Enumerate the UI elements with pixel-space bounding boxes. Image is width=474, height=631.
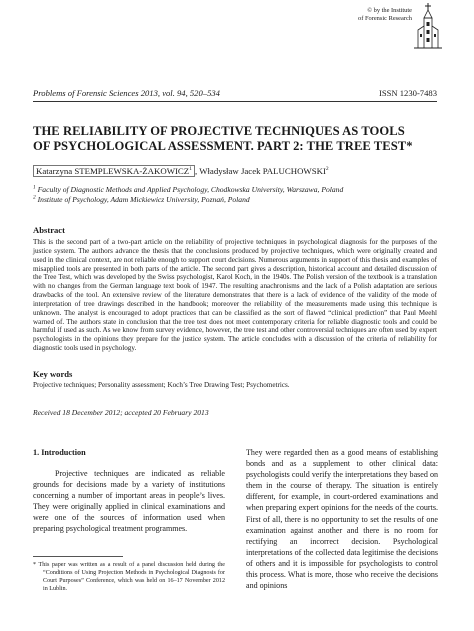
copyright-line: of Forensic Research xyxy=(358,15,412,22)
keywords-heading: Key words xyxy=(33,369,73,379)
copyright-notice xyxy=(302,7,412,23)
body-column-left: Projective techniques are indicated as reliable grounds for decisions made by a variety of institutions concerning a number of important areas in people’s lives. They were originally applied in clinical examinations and were one of the sources of information used when preparing psychological treatment programmes. xyxy=(33,469,225,534)
footnote: * This paper was written as a result of a panel discussion held during the “Conditions of Using Projection Methods in Psychological Diagnosis for Court Purposes” Conference, which was held on 16–17 November 2012 in Lublin. xyxy=(33,562,225,592)
affiliation: $^1$ Faculty of Diagnostic Methods and Applied Psychology, Chodkowska University, Warszawa, Poland xyxy=(33,184,344,194)
affiliation: $^2$ Institute of Psychology, Adam Mickiewicz University, Poznań, Poland xyxy=(33,194,250,204)
issn: ISSN 1230-7483 xyxy=(378,88,437,98)
body-column-right: They were regarded then as a good means of establishing bonds and as a supplement to other clinical data: psychologists could verify the interpretations they based on them in the course of therapy. The situation is entirely different, for example, in court-ordered examinations and when preparing expert opinions for the needs of the courts. First of all, there is no opportunity to set the results of one examination against another and there is no room for rectifying an incorrect decision. Psychological interpretations of the collected data legitimise the decisions of others and it is impossible for psychologists to control this process. What is more, those who receive the decisions and opinions xyxy=(246,448,438,591)
copyright-line: © by the Institute xyxy=(367,7,412,14)
title-line: THE RELIABILITY OF PROJECTIVE TECHNIQUES AS TOOLS xyxy=(33,124,405,138)
author-superscript: 2 xyxy=(325,166,329,173)
author-name: Władysław Jacek PALUCHOWSKI xyxy=(199,166,326,176)
author-list xyxy=(33,166,329,177)
author-name-link[interactable]: Katarzyna STEMPLEWSKA-ŻAKOWICZ$^1$ xyxy=(33,165,195,177)
abstract-heading: Abstract xyxy=(33,225,65,235)
institute-logo-icon xyxy=(412,2,444,52)
affiliations xyxy=(33,185,343,205)
author-separator: , xyxy=(194,166,200,176)
journal-citation: Problems of Forensic Sciences 2013, vol. 94, 520–534 xyxy=(33,88,220,98)
received-dates: Received 18 December 2012; accepted 20 February 2013 xyxy=(33,408,209,417)
abstract-text: This is the second part of a two-part article on the reliability of projective techniques in psychological diagnosis for the purposes of the justice system. The authors advance the thesis that the conclusions produced by projective techniques, which were originally created and used in the clinical context, are not reliable enough to support court decisions. Numerous arguments in support of this thesis and examples of misapplied tools are presented in both parts of the article. The second part gives a description, historical account and detailed discussion of the Tree Test, which was developed by the Swiss psychologist, Karol Koch, in the 1940s. The Polish version of the textbook is a translation with no changes from the German language text book of 1947. The resulting anachronisms and the lack of a Polish adaptation are serious drawbacks of the tool. An extensive review of the literature demonstrates that there is a lack of evidence of the validity of the mode of interpretation of tree drawings described in the handbook; moreover the reliability of the measurements made using this technique is unknown. The analyst is encouraged to adopt practices that can be classified as the sort of flawed “clinical prediction” that Paul Meehl warned of. The authors state in conclusion that the tree test does not meet contemporary criteria for reliable diagnostic tools and could be harmful if used as such. As we know from survey evidence, however, the tree test and other controversial techniques are often used by expert psychologists in the opinions they prepare for the justice system. The article concludes with a discussion of the criteria of reliability for diagnostic tools used in psychology. xyxy=(33,238,437,353)
section-heading: 1. Introduction xyxy=(33,448,86,457)
footnote-rule xyxy=(33,556,123,557)
title-line: OF PSYCHOLOGICAL ASSESSMENT. PART 2: THE TREE TEST* xyxy=(33,139,413,153)
paper-title xyxy=(33,124,437,154)
keywords-text: Projective techniques; Personality assessment; Koch’s Tree Drawing Test; Psychometrics. xyxy=(33,381,290,389)
header-rule xyxy=(33,101,437,102)
